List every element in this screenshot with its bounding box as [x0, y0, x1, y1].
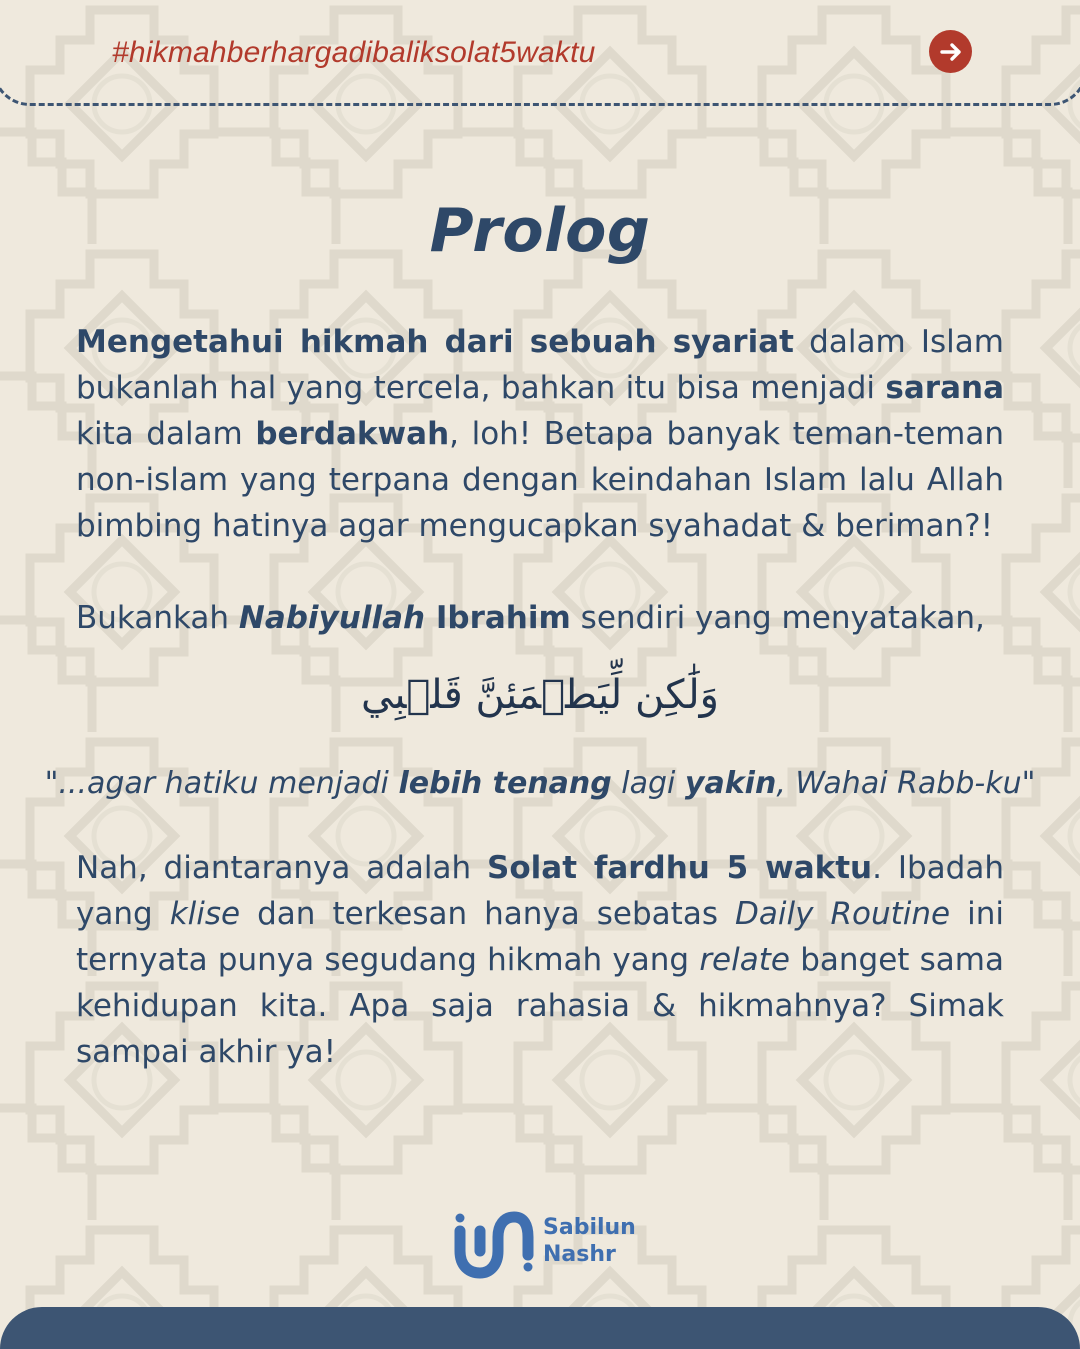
paragraph-ibrahim	[76, 595, 1004, 641]
emphasis: klise	[169, 896, 241, 932]
footer-band	[0, 1307, 1080, 1349]
emphasis: yakin	[684, 766, 777, 801]
page-title: Prolog	[429, 196, 651, 266]
text: sendiri yang menyatakan,	[570, 600, 985, 636]
text: Nah, diantaranya adalah	[76, 850, 488, 886]
text: lagi	[611, 766, 685, 801]
text: . Ibadah yang	[76, 850, 1004, 932]
text: kita dalam	[76, 416, 256, 452]
emphasis: Daily Routine	[735, 896, 951, 932]
emphasis: Nabiyullah	[238, 600, 426, 636]
emphasis: sarana	[885, 370, 1004, 406]
paragraph-intro	[76, 319, 1004, 549]
arrow-right-circle-icon[interactable]	[929, 30, 972, 73]
logo-text-line2: Nashr	[543, 1242, 616, 1267]
emphasis: Solat fardhu 5 waktu	[487, 850, 873, 886]
text: Bukankah	[76, 600, 239, 636]
verse-translation	[0, 762, 1080, 806]
hashtag: #hikmahberhargadibaliksolat5waktu	[112, 36, 596, 69]
emphasis: relate	[699, 942, 790, 978]
emphasis: Mengetahui hikmah dari sebuah syariat	[76, 324, 794, 360]
emphasis: berdakwah	[255, 416, 450, 452]
text: banget sama kehidupan kita. Apa saja rahasia & hikmahnya? Simak sampai akhir ya!	[76, 942, 1004, 1070]
brand-logo	[452, 1205, 642, 1281]
arabic-verse: وَلَٰكِن لِّيَطۡمَئِنَّ قَلۡبِي	[361, 672, 719, 718]
logo-text-line1: Sabilun	[543, 1215, 636, 1240]
emphasis: lebih tenang	[398, 766, 612, 801]
text: dalam Islam bukanlah hal yang tercela, bahkan itu bisa menjadi	[76, 324, 1004, 406]
header	[0, 0, 1080, 106]
text: , loh! Betapa banyak teman-teman non-islam yang terpana dengan keindahan Islam lalu Allah bimbing hatinya agar mengucapkan syahadat & beriman?!	[76, 416, 1005, 544]
text: "...agar hatiku menjadi	[44, 766, 399, 801]
text: dan terkesan hanya sebatas	[240, 896, 735, 932]
text: , Wahai Rabb-ku"	[776, 766, 1036, 801]
sabilun-nashr-logo-icon	[452, 1205, 536, 1281]
emphasis: Ibrahim	[425, 600, 571, 636]
text: ini ternyata punya segudang hikmah yang	[76, 896, 1004, 978]
paragraph-solat	[76, 845, 1004, 1075]
